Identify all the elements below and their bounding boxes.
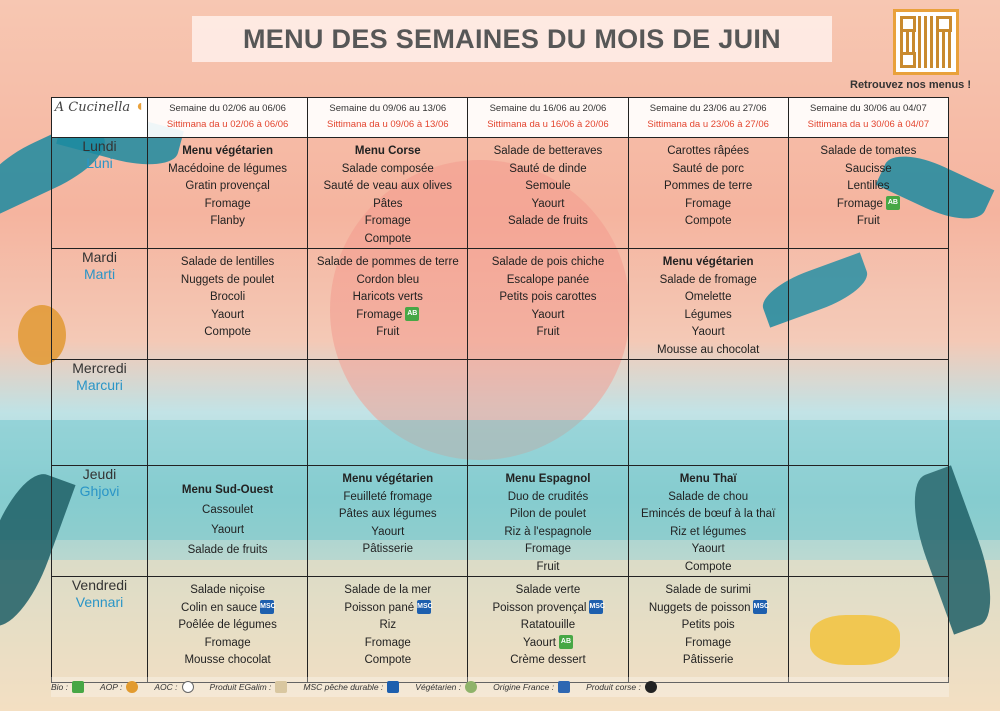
week-header [148,98,308,138]
menu-cell [308,249,468,360]
week-fr-label: Semaine du 16/06 au 20/06 [489,103,607,114]
week-fr-label: Semaine du 02/06 au 06/06 [169,103,286,114]
week-header [468,98,628,138]
day-cell [52,138,148,249]
dish: Fromage [836,197,883,210]
dish: Pâtes [373,197,403,210]
dish: Mousse au chocolat [657,343,760,356]
dish: Nuggets de poisson [648,601,751,614]
dish-with-msc [631,600,786,618]
dish: Salade de pois chiche [491,256,605,268]
dish: Poêlée de légumes [178,619,277,631]
menu-cell [468,249,628,360]
dish: Compote [204,326,251,338]
menu-cell [628,138,788,249]
dish: Salade de lentilles [180,256,275,268]
dish: Saucisse [845,162,892,175]
dish: Salade de chou [668,490,749,503]
legend-item [51,681,84,693]
dish: Colin en sauce [181,601,258,614]
dish: Compote [684,560,732,573]
dish: Nuggets de poulet [180,273,275,286]
dish-with-bio [791,196,946,214]
dish: Fruit [856,215,880,227]
dish: Salade niçoise [190,584,265,596]
legend-label: AOP : [100,682,123,692]
day-fr-label: Jeudi [82,466,117,482]
qr-corner-icon [900,52,916,68]
week-header [628,98,788,138]
dish: Fruit [536,326,560,338]
dish: Yaourt [691,543,725,555]
dish: Légumes [684,308,732,321]
qr-corner-icon [936,16,952,32]
menu-cell [468,138,628,249]
dish: Pâtisserie [362,543,414,555]
legend-label: Origine France : [493,682,555,692]
bio-icon [72,681,84,693]
dish: Fromage [356,308,403,321]
day-cell [52,466,148,577]
dish: Compote [364,232,412,245]
menu-heading: Menu végétarien [662,256,754,268]
week-corsican-label: Sittimana da u 09/06 à 13/06 [327,119,449,130]
france-origin-icon [558,681,570,693]
day-corsican-label: Luni [86,155,113,171]
dish: Emincés de bœuf à la thaï [641,508,776,520]
dish: Pommes de terre [664,180,753,192]
aop-icon [126,681,138,693]
page-title: MENU DES SEMAINES DU MOIS DE JUIN [243,23,781,54]
day-row-mardi [52,249,949,360]
corsica-icon [645,681,657,693]
dish: Pilon de poulet [509,508,587,520]
week-corsican-label: Sittimana da u 16/06 à 20/06 [487,119,609,130]
dish: Salade de fromage [659,273,757,286]
week-fr-label: Semaine du 23/06 au 27/06 [649,103,767,114]
logo-mark-icon: ◖ [130,98,145,115]
dish: Feuilleté fromage [343,490,433,503]
dish: Fruit [536,560,560,573]
menu-cell [148,577,308,683]
menu-cell-empty [788,360,948,466]
dish: Salade verte [515,584,581,596]
dish: Fromage [204,636,251,649]
dish: Riz et légumes [670,525,747,538]
menu-cell [468,466,628,577]
day-cell [52,360,148,466]
dish: Salade de fruits [508,215,588,227]
menu-cell-empty [468,360,628,466]
dish: Brocoli [210,291,246,303]
dish: Escalope panée [506,273,590,286]
menu-cell [628,466,788,577]
week-corsican-label: Sittimana da u 23/06 à 27/06 [647,119,769,130]
menu-cell-empty [628,360,788,466]
dish: Petits pois [681,619,735,631]
week-corsican-label: Sittimana da u 02/06 à 06/06 [166,119,289,130]
dish: Yaourt [371,525,405,538]
dish: Petits pois carottes [499,291,597,303]
menu-cell [788,138,948,249]
legend-item [154,681,193,693]
legend-label: Produit corse : [586,682,641,692]
menu-cell [628,577,788,683]
dish: Salade de surimi [665,584,751,596]
legend-item [586,681,657,693]
dish: Salade de fruits [187,544,268,556]
dish-with-msc [470,600,625,618]
dish: Salade composée [341,162,434,175]
msc-icon [387,681,399,693]
day-fr-label: Vendredi [71,577,128,593]
dish: Sauté de veau aux olives [323,180,453,192]
msc-icon: MSC [589,600,603,614]
day-row-vendredi [52,577,949,683]
dish: Ratatouille [520,619,576,631]
legend-label: Végétarien : [415,682,462,692]
dish: Pâtisserie [682,654,734,666]
dish: Salade de la mer [344,584,432,596]
menu-heading: Menu Corse [354,145,421,157]
dish: Haricots verts [352,291,423,303]
msc-icon: MSC [260,600,274,614]
msc-icon: MSC [753,600,767,614]
dish: Fromage [685,197,732,210]
dish: Crème dessert [510,654,586,666]
bio-icon: AB [886,196,900,210]
dish: Yaourt [211,308,245,321]
day-fr-label: Lundi [82,138,117,154]
vegetarian-icon [465,681,477,693]
egalim-icon [275,681,287,693]
dish: Fromage [204,197,251,210]
menu-cell [468,577,628,683]
legend-item [493,681,570,693]
dish: Yaourt [522,636,556,649]
dish: Compote [364,654,412,666]
dish-with-msc [150,600,305,618]
legend-label: Bio : [51,682,69,692]
menu-cell [148,249,308,360]
dish: Macédoine de légumes [168,162,288,175]
menu-cell [308,466,468,577]
dish: Poisson provençal [492,601,587,614]
dish: Salade de betteraves [493,145,603,157]
menu-cell [308,577,468,683]
day-row-jeudi [52,466,949,577]
legend-label: Produit EGalim : [209,682,272,692]
dish: Duo de crudités [507,490,589,503]
dish: Cordon bleu [356,273,420,286]
week-header [308,98,468,138]
legend-label: AOC : [154,682,178,692]
qr-code-icon[interactable] [893,9,959,75]
menu-cell [308,138,468,249]
dish: Pâtes aux légumes [338,508,437,520]
bio-icon: AB [559,635,573,649]
a-cucinella-logo: A Cucinella [54,100,131,115]
dish: Omelette [684,291,732,303]
menu-cell-empty [148,360,308,466]
dish: Poisson pané [344,601,415,614]
dish-with-msc [310,600,465,618]
menu-cell [148,138,308,249]
legend-item [415,681,477,693]
legend-item [210,681,288,693]
week-header-row [52,98,949,138]
dish: Sauté de dinde [509,162,587,175]
dish: Gratin provençal [185,180,270,192]
legend-bar [51,677,949,697]
week-fr-label: Semaine du 09/06 au 13/06 [329,103,447,114]
day-row-lundi [52,138,949,249]
bio-icon: AB [405,307,419,321]
dish: Fromage [685,636,732,649]
week-header [788,98,948,138]
dish: Cassoulet [202,504,254,516]
title-banner [192,16,832,62]
dish: Riz à l'espagnole [504,525,592,538]
day-fr-label: Mardi [81,249,117,265]
dish: Fruit [376,326,400,338]
logo-cell [52,98,148,138]
day-corsican-label: Marti [83,266,116,282]
dish: Sauté de porc [672,162,744,175]
menu-table [51,97,949,683]
dish: Carottes râpées [667,145,750,157]
dish-with-bio [310,307,465,325]
day-corsican-label: Vennari [75,594,124,610]
qr-caption: Retrouvez nos menus ! [850,79,972,91]
legend-item [303,681,399,693]
dish: Fromage [524,543,571,555]
menu-cell-empty [788,249,948,360]
dish: Fromage [364,215,411,227]
menu-cell [628,249,788,360]
dish: Salade de pommes de terre [316,256,459,268]
dish: Yaourt [531,197,565,210]
dish: Fromage [364,636,411,649]
aoc-icon [182,681,194,693]
menu-cell-empty [788,577,948,683]
week-fr-label: Semaine du 30/06 au 04/07 [810,103,927,114]
dish: Yaourt [531,308,565,321]
menu-cell-empty [788,466,948,577]
menu-heading: Menu Thaï [679,473,737,485]
menu-heading: Menu Sud-Ouest [181,484,274,496]
menu-cell [148,466,308,577]
qr-corner-icon [900,16,916,32]
day-cell [52,577,148,683]
dish: Mousse chocolat [184,654,271,666]
week-corsican-label: Sittimana da u 30/06 à 04/07 [807,119,930,130]
dish: Semoule [525,180,571,192]
dish: Salade de tomates [820,145,917,157]
day-corsican-label: Marcuri [76,377,123,393]
menu-heading: Menu végétarien [342,473,434,485]
dish: Lentilles [847,180,890,192]
day-corsican-label: Ghjovi [79,483,120,499]
menu-heading: Menu Espagnol [505,473,591,485]
legend-item [100,681,138,693]
dish: Riz [379,619,397,631]
dish-with-bio [470,635,625,653]
menu-cell-empty [308,360,468,466]
msc-icon: MSC [417,600,431,614]
menu-heading: Menu végétarien [182,145,273,157]
legend-label: MSC pêche durable : [303,682,384,692]
dish: Flanby [210,215,245,227]
dish: Compote [684,215,732,227]
dish: Yaourt [691,326,725,338]
day-cell [52,249,148,360]
dish: Yaourt [211,524,245,536]
day-fr-label: Mercredi [72,360,127,376]
day-row-mercredi [52,360,949,466]
